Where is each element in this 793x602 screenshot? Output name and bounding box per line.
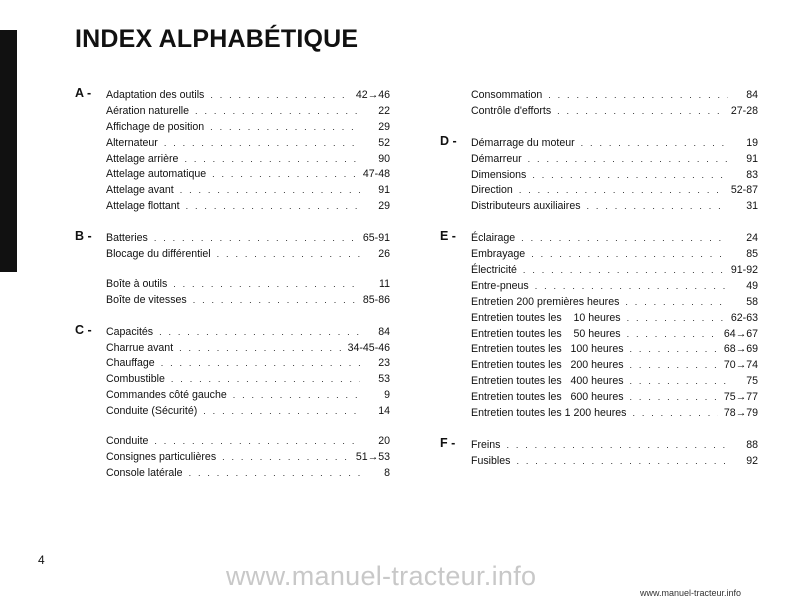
entry-page-reference: 78→79: [723, 407, 758, 420]
entry-page-reference: 51→53: [355, 450, 390, 463]
entry-page-reference: 34-45-46: [347, 341, 390, 354]
entry-label: Console latérale: [106, 466, 183, 479]
group-entries: [106, 325, 390, 482]
entry-label: Affichage de position: [106, 120, 205, 133]
entry-label: Entretien toutes les 200 heures: [471, 359, 624, 372]
entry-page-reference: 8: [384, 466, 390, 479]
entry-page-reference: 85: [746, 248, 758, 261]
index-entry: [471, 342, 758, 358]
dot-leader: [532, 168, 728, 184]
entry-label: Consommation: [471, 89, 543, 101]
entry-page-reference: 20: [378, 435, 390, 448]
entry-page-reference: 84: [746, 89, 758, 101]
page-number: 4: [38, 553, 45, 567]
entry-page-reference: 75→77: [723, 391, 758, 404]
entry-page-reference: 31: [746, 200, 758, 213]
dot-leader: [159, 325, 360, 341]
group-letter: F -: [440, 435, 456, 450]
index-entry: [106, 136, 390, 152]
dot-leader: [154, 434, 360, 450]
index-entry: [106, 104, 390, 120]
dot-leader: [222, 450, 350, 466]
entry-label: Entretien toutes les 400 heures: [471, 375, 624, 388]
entry-label: Électricité: [471, 264, 517, 277]
index-entry: [106, 88, 390, 104]
entry-page-reference: 62-63: [730, 311, 758, 324]
index-entry: [106, 404, 390, 420]
dot-leader: [630, 374, 728, 390]
index-entry: [106, 183, 390, 199]
index-entry: [106, 152, 390, 168]
group-letter: D -: [440, 133, 457, 148]
entry-label: Commandes côté gauche: [106, 389, 227, 402]
group-entries: [471, 438, 758, 470]
entry-page-reference: 42→46: [355, 89, 390, 101]
dot-leader: [210, 88, 349, 104]
dot-leader: [212, 167, 357, 183]
dot-leader: [523, 263, 725, 279]
entry-spacer: [106, 420, 390, 434]
index-entry: [106, 277, 390, 293]
entry-label: Conduite (Sécurité): [106, 405, 198, 418]
entry-label: Charrue avant: [106, 341, 174, 354]
entry-page-reference: 92: [746, 454, 758, 467]
group-letter: A -: [75, 86, 92, 100]
dot-leader: [630, 342, 718, 358]
entry-label: Entretien toutes les 10 heures: [471, 311, 621, 324]
dot-leader: [184, 152, 360, 168]
entry-page-reference: 24: [746, 232, 758, 245]
index-group: [75, 231, 390, 309]
entry-label: Capacités: [106, 325, 154, 338]
index-entry: [471, 311, 758, 327]
index-entry: [471, 168, 758, 184]
index-entry: [471, 231, 758, 247]
entry-page-reference: 84: [378, 325, 390, 338]
dot-leader: [161, 356, 360, 372]
index-entry: [471, 247, 758, 263]
entry-page-reference: 91: [378, 184, 390, 197]
dot-leader: [587, 199, 728, 215]
index-entry: [471, 454, 758, 470]
black-tab-marker: [0, 30, 17, 272]
entry-page-reference: 70→74: [723, 359, 758, 372]
index-group: [440, 88, 758, 120]
dot-leader: [180, 183, 360, 199]
entry-label: Adaptation des outils: [106, 89, 205, 101]
entry-page-reference: 83: [746, 168, 758, 181]
group-entries: [471, 88, 758, 120]
dot-leader: [535, 279, 728, 295]
entry-page-reference: 88: [746, 438, 758, 451]
entry-label: Alternateur: [106, 136, 158, 149]
dot-leader: [154, 231, 357, 247]
entry-label: Entretien toutes les 100 heures: [471, 343, 624, 356]
index-entry: [106, 293, 390, 309]
entry-page-reference: 19: [746, 136, 758, 149]
entry-page-reference: 23: [378, 357, 390, 370]
entry-page-reference: 47-48: [362, 168, 390, 181]
index-entry: [106, 356, 390, 372]
dot-leader: [531, 247, 728, 263]
dot-leader: [521, 231, 728, 247]
index-entry: [106, 167, 390, 183]
index-entry: [106, 434, 390, 450]
entry-page-reference: 52-87: [730, 184, 758, 197]
index-entry: [471, 406, 758, 422]
entry-page-reference: 68→69: [723, 343, 758, 356]
entry-page-reference: 9: [384, 389, 390, 402]
entry-label: Combustible: [106, 373, 165, 386]
entry-page-reference: 75: [746, 375, 758, 388]
entry-page-reference: 53: [378, 373, 390, 386]
index-entry: [471, 263, 758, 279]
dot-leader: [548, 88, 728, 104]
entry-label: Consignes particulières: [106, 450, 217, 463]
entry-page-reference: 26: [378, 248, 390, 261]
entry-label: Direction: [471, 184, 513, 197]
group-letter: C -: [75, 322, 92, 337]
index-entry: [106, 325, 390, 341]
index-group: [75, 322, 390, 482]
index-entry: [471, 183, 758, 199]
entry-label: Démarreur: [471, 152, 522, 165]
entry-page-reference: 65-91: [362, 232, 390, 245]
index-entry: [471, 199, 758, 215]
index-entry: [471, 295, 758, 311]
entry-label: Freins: [471, 438, 501, 451]
page-title: INDEX ALPHABÉTIQUE: [75, 25, 359, 53]
dot-leader: [581, 136, 728, 152]
entry-label: Fusibles: [471, 454, 511, 467]
index-entry: [471, 374, 758, 390]
entry-label: Aération naturelle: [106, 104, 190, 117]
dot-leader: [506, 438, 728, 454]
dot-leader: [179, 341, 341, 357]
entry-label: Éclairage: [471, 232, 516, 245]
entry-page-reference: 52: [378, 136, 390, 149]
group-entries: [471, 136, 758, 215]
entry-page-reference: 58: [746, 295, 758, 308]
index-entry: [106, 388, 390, 404]
entry-label: Attelage arrière: [106, 152, 179, 165]
watermark: www.manuel-tracteur.info: [226, 561, 537, 591]
entry-page-reference: 49: [746, 279, 758, 292]
index-entry: [471, 279, 758, 295]
dot-leader: [627, 327, 718, 343]
index-entry: [106, 372, 390, 388]
entry-label: Dimensions: [471, 168, 527, 181]
entry-page-reference: 29: [378, 120, 390, 133]
entry-label: Blocage du différentiel: [106, 248, 211, 261]
index-group: [440, 133, 758, 215]
dot-leader: [627, 311, 725, 327]
index-entry: [106, 120, 390, 136]
index-column-right: [440, 88, 758, 486]
dot-leader: [195, 104, 360, 120]
entry-page-reference: 29: [378, 200, 390, 213]
entry-label: Entretien toutes les 1 200 heures: [471, 407, 627, 420]
entry-label: Démarrage du moteur: [471, 136, 575, 149]
entry-label: Chauffage: [106, 357, 155, 370]
dot-leader: [557, 104, 725, 120]
dot-leader: [189, 466, 360, 482]
index-entry: [106, 247, 390, 263]
index-column-left: [75, 88, 390, 498]
entry-label: Distributeurs auxiliaires: [471, 200, 581, 213]
index-group: [440, 231, 758, 422]
entry-page-reference: 14: [378, 405, 390, 418]
index-entry: [471, 152, 758, 168]
dot-leader: [632, 406, 717, 422]
dot-leader: [210, 120, 360, 136]
entry-label: Attelage flottant: [106, 200, 180, 213]
dot-leader: [203, 404, 360, 420]
entry-label: Attelage automatique: [106, 168, 207, 181]
entry-page-reference: 91-92: [730, 264, 758, 277]
index-entry: [471, 390, 758, 406]
entry-label: Entre-pneus: [471, 279, 529, 292]
group-entries: [106, 88, 390, 215]
index-entry: [471, 438, 758, 454]
group-entries: [106, 231, 390, 309]
entry-label: Contrôle d'efforts: [471, 104, 552, 117]
dot-leader: [171, 372, 360, 388]
entry-label: Boîte de vitesses: [106, 293, 187, 306]
index-entry: [471, 136, 758, 152]
entry-label: Boîte à outils: [106, 277, 168, 290]
dot-leader: [233, 388, 360, 404]
dot-leader: [193, 293, 357, 309]
entry-spacer: [106, 263, 390, 277]
entry-label: Conduite: [106, 435, 149, 448]
dot-leader: [217, 247, 360, 263]
entry-label: Entretien toutes les 600 heures: [471, 391, 624, 404]
index-entry: [106, 231, 390, 247]
index-group: [440, 435, 758, 470]
entry-page-reference: 22: [378, 104, 390, 117]
dot-leader: [519, 183, 725, 199]
index-entry: [471, 104, 758, 120]
entry-page-reference: 64→67: [723, 327, 758, 340]
entry-label: Batteries: [106, 232, 148, 245]
group-letter: B -: [75, 229, 92, 244]
index-entry: [106, 466, 390, 482]
dot-leader: [516, 454, 728, 470]
group-entries: [471, 231, 758, 422]
index-entry: [471, 358, 758, 374]
index-entry: [471, 327, 758, 343]
dot-leader: [625, 295, 728, 311]
dot-leader: [173, 277, 360, 293]
index-entry: [106, 341, 390, 357]
entry-page-reference: 11: [379, 277, 390, 290]
entry-label: Attelage avant: [106, 184, 174, 197]
entry-page-reference: 90: [378, 152, 390, 165]
index-entry: [106, 199, 390, 215]
index-entry: [471, 88, 758, 104]
entry-label: Entretien toutes les 50 heures: [471, 327, 621, 340]
entry-label: Embrayage: [471, 248, 526, 261]
footer-url: www.manuel-tracteur.info: [640, 588, 742, 598]
entry-label: Entretien 200 premières heures: [471, 295, 620, 308]
index-entry: [106, 450, 390, 466]
group-letter: E -: [440, 229, 456, 244]
index-group: [75, 88, 390, 215]
entry-page-reference: 91: [746, 152, 758, 165]
dot-leader: [630, 358, 718, 374]
dot-leader: [528, 152, 728, 168]
dot-leader: [630, 390, 718, 406]
entry-page-reference: 85-86: [362, 293, 390, 306]
entry-page-reference: 27-28: [730, 104, 758, 117]
dot-leader: [186, 199, 360, 215]
dot-leader: [164, 136, 360, 152]
